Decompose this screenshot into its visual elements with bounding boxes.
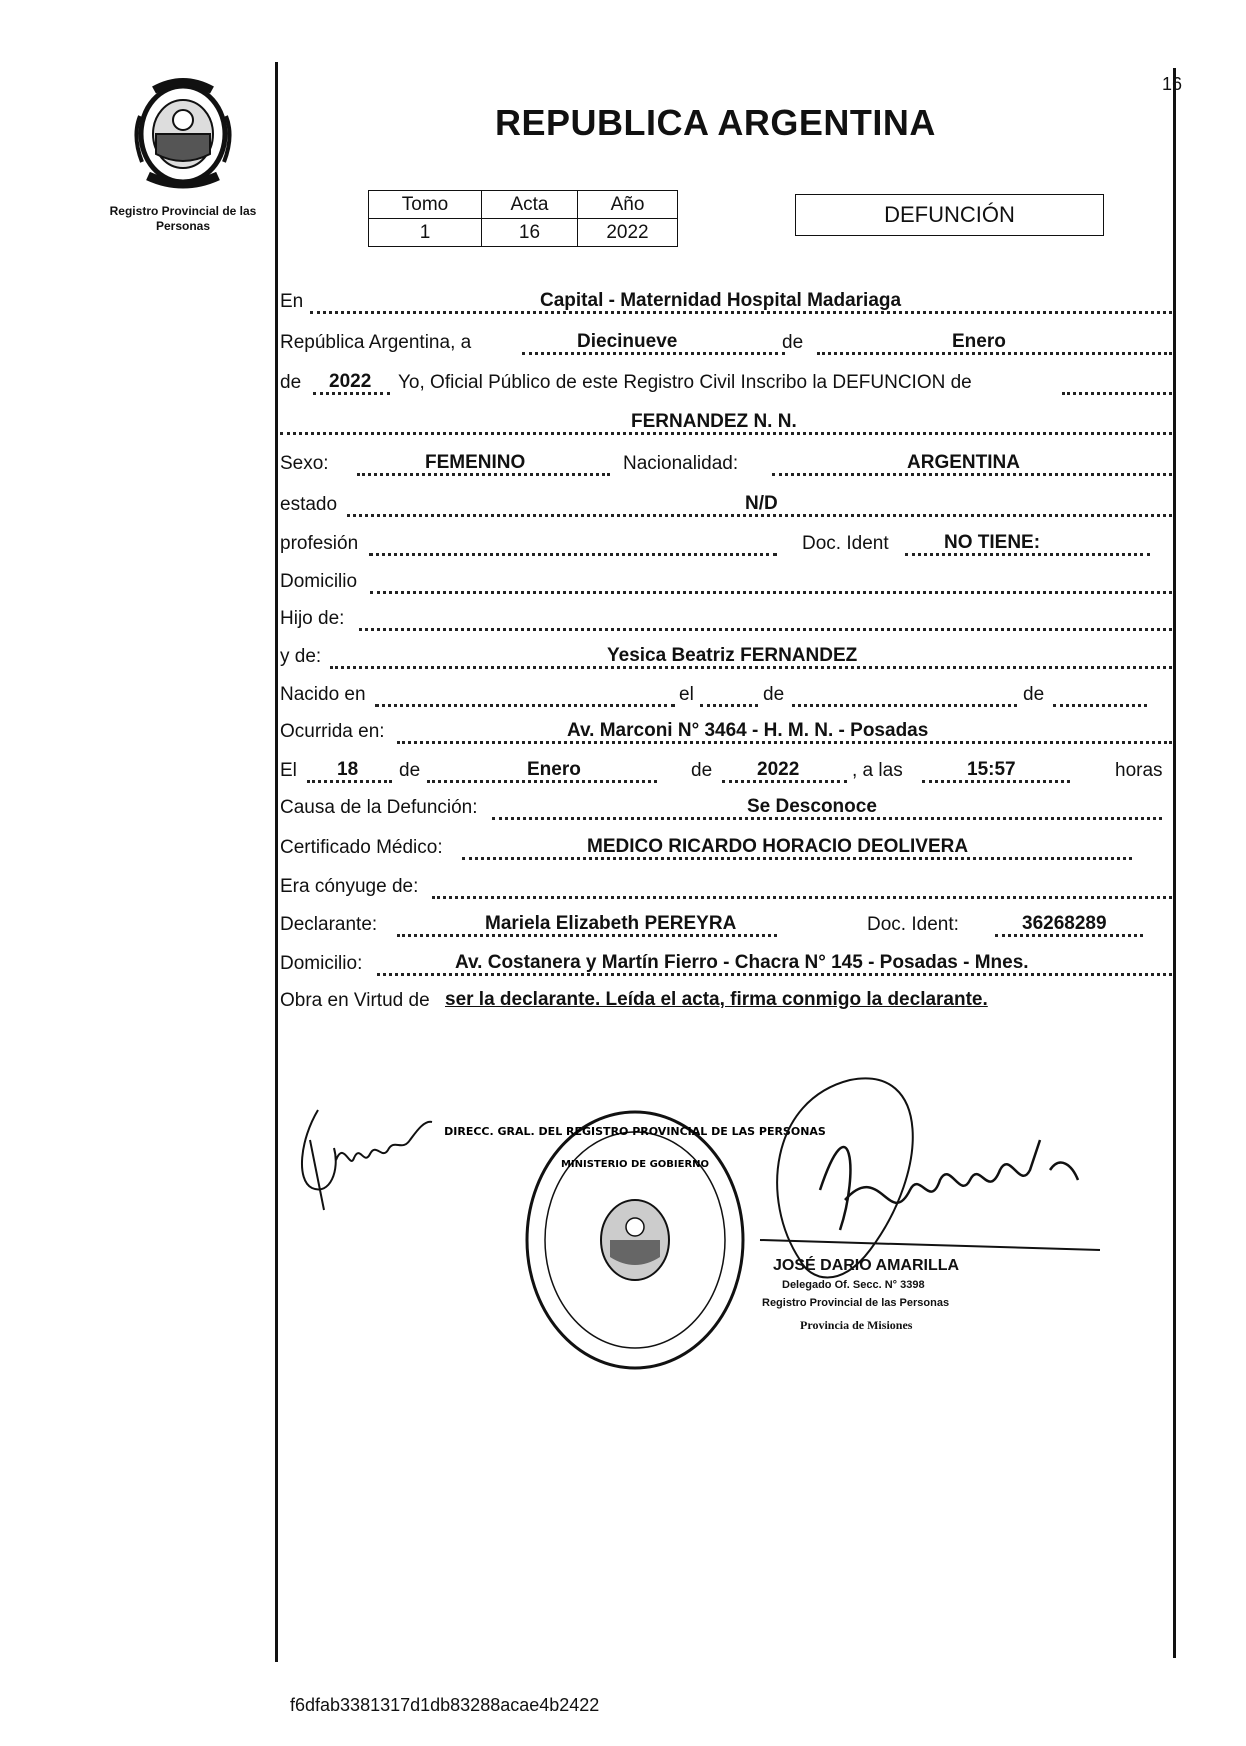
line-declarante [277, 910, 1172, 940]
mes-defuncion-value: Enero [527, 759, 581, 780]
page-number: 16 [1162, 74, 1183, 94]
registry-table [368, 190, 678, 247]
line-ocurrida [277, 717, 1172, 747]
doc-ident2-value: 36268289 [1022, 913, 1107, 934]
dotted-rule [1053, 704, 1147, 707]
seal-inner-text: MINISTERIO DE GOBIERNO [560, 1159, 710, 1170]
anio-defuncion-value: 2022 [757, 759, 800, 780]
obra-value: ser la declarante. Leída el acta, firma conmigo la declarante. [445, 989, 988, 1010]
official-province: Provincia de Misiones [800, 1318, 913, 1332]
nacionalidad-label: Nacionalidad: [623, 453, 739, 474]
official-office: Registro Provincial de las Personas [762, 1297, 950, 1309]
registry-col-acta: Acta [482, 191, 578, 219]
registry-value-row [369, 219, 678, 247]
certificado-label: Certificado Médico: [280, 837, 443, 858]
line-conyuge [277, 872, 1172, 902]
line-fecha [277, 328, 1172, 358]
anio-value: 2022 [329, 371, 372, 392]
line-domicilio-declarante [277, 949, 1172, 979]
el2-label: El [280, 760, 297, 781]
dotted-rule [432, 896, 1172, 899]
line-hijo [277, 604, 1172, 634]
profesion-label: profesión [280, 533, 359, 554]
sexo-label: Sexo: [280, 453, 329, 474]
dia-defuncion-value: 18 [337, 759, 359, 780]
de-label: de [782, 332, 804, 353]
provincial-coat-of-arms-icon [128, 76, 238, 191]
line-obra [277, 986, 1172, 1016]
de-nacido-label-2: de [1023, 684, 1045, 705]
domicilio-label: Domicilio [280, 571, 358, 592]
de-anio-label: de [280, 372, 302, 393]
right-margin-rule [1173, 68, 1176, 1658]
registry-acta-value: 16 [482, 219, 578, 247]
yde-label: y de: [280, 646, 322, 667]
official-role: Delegado Of. Secc. N° 3398 [782, 1279, 925, 1291]
estado-label: estado [280, 494, 338, 515]
estado-value: N/D [745, 493, 778, 514]
line-estado [277, 490, 1172, 520]
de-def-label-2: de [691, 760, 713, 781]
nacido-label: Nacido en [280, 684, 366, 705]
line-certificado [277, 833, 1172, 863]
a-las-label: , a las [852, 760, 903, 781]
lugar-value: Capital - Maternidad Hospital Madariaga [540, 290, 902, 311]
line-profesion [277, 529, 1172, 559]
declarant-signature [290, 1100, 440, 1220]
line-nombre [277, 408, 1172, 438]
line-domicilio [277, 567, 1172, 597]
line-nacido [277, 680, 1172, 710]
dotted-rule [359, 628, 1172, 631]
document-hash: f6dfab3381317d1db83288acae4b2422 [290, 1695, 600, 1715]
en-label: En [280, 291, 304, 312]
nacionalidad-value: ARGENTINA [907, 452, 1020, 473]
dotted-rule [370, 591, 1172, 594]
line-fecha-defuncion [277, 756, 1172, 786]
doc-ident-label: Doc. Ident [802, 533, 889, 554]
dotted-rule [1062, 392, 1172, 395]
causa-label: Causa de la Defunción: [280, 797, 478, 818]
issuer-name: Registro Provincial de las Personas [109, 204, 257, 233]
declarante-label: Declarante: [280, 914, 378, 935]
oficial-text: Yo, Oficial Público de este Registro Civil Inscribo la DEFUNCION de [398, 372, 972, 393]
dotted-rule [700, 704, 758, 707]
registry-col-tomo: Tomo [369, 191, 482, 219]
line-madre [277, 642, 1172, 672]
causa-value: Se Desconoce [747, 796, 877, 817]
line-sexo [277, 449, 1172, 479]
domicilio2-label: Domicilio: [280, 953, 363, 974]
conyuge-label: Era cónyuge de: [280, 876, 419, 897]
obra-label: Obra en Virtud de [280, 990, 430, 1011]
nombre-value: FERNANDEZ N. N. [631, 411, 797, 432]
doc-ident2-label: Doc. Ident: [867, 914, 959, 935]
line-causa [277, 793, 1172, 823]
official-seal [444, 1105, 826, 1375]
hora-value: 15:57 [967, 759, 1016, 780]
mes-value: Enero [952, 331, 1006, 352]
dotted-rule [792, 704, 1017, 707]
seal-outer-text: DIRECC. GRAL. DEL REGISTRO PROVINCIAL DE LAS PERSONAS [444, 1125, 826, 1138]
line-oficial [277, 368, 1172, 398]
certificado-value: MEDICO RICARDO HORACIO DEOLIVERA [587, 836, 969, 857]
official-name: JOSÉ DARIO AMARILLA [773, 1257, 960, 1274]
declarante-value: Mariela Elizabeth PEREYRA [485, 913, 737, 934]
dia-value: Diecinueve [577, 331, 678, 352]
registry-anio-value: 2022 [578, 219, 678, 247]
horas-label: horas [1115, 760, 1163, 781]
madre-value: Yesica Beatriz FERNANDEZ [607, 645, 858, 666]
republica-label: República Argentina, a [280, 332, 472, 353]
document-title: REPUBLICA ARGENTINA [495, 102, 936, 143]
registry-header-row [369, 191, 678, 219]
de-def-label: de [399, 760, 421, 781]
ocurrida-value: Av. Marconi N° 3464 - H. M. N. - Posadas [567, 720, 929, 741]
doc-ident-value: NO TIENE: [944, 532, 1041, 553]
sexo-value: FEMENINO [425, 452, 526, 473]
el-label: el [679, 684, 694, 705]
dotted-rule [369, 553, 777, 556]
ocurrida-label: Ocurrida en: [280, 721, 385, 742]
de-nacido-label: de [763, 684, 785, 705]
dotted-rule [375, 704, 675, 707]
domicilio2-value: Av. Costanera y Martín Fierro - Chacra N° 145 - Posadas - Mnes. [455, 952, 1029, 973]
registry-col-anio: Año [578, 191, 678, 219]
hijo-label: Hijo de: [280, 608, 345, 629]
line-lugar [277, 287, 1172, 317]
document-type-box: DEFUNCIÓN [795, 194, 1104, 236]
registry-tomo-value: 1 [369, 219, 482, 247]
